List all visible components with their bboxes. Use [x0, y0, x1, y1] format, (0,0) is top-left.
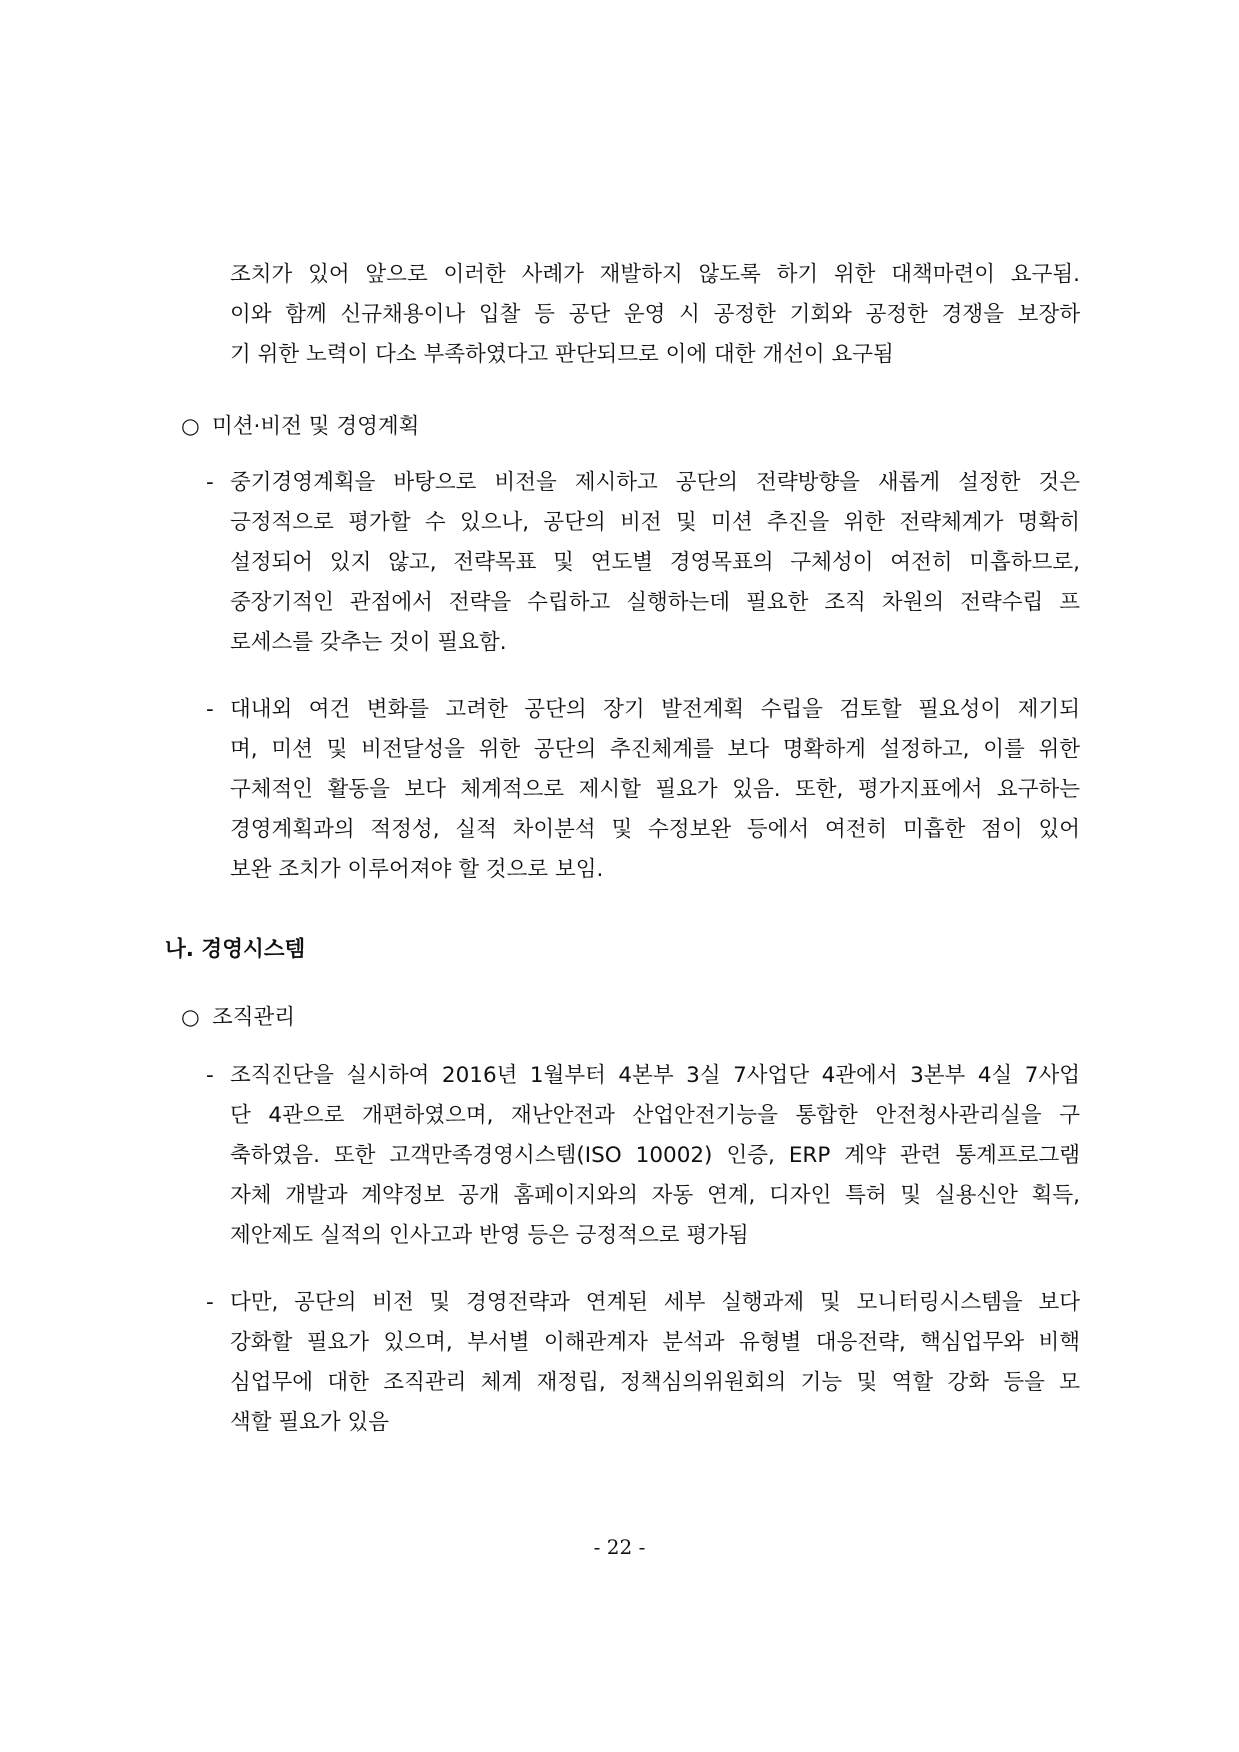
org-bullet-icon: ○: [181, 1005, 200, 1030]
section-heading-management-system: 나. 경영시스템: [165, 937, 306, 962]
intro-line-1: 조치가 있어 앞으로 이러한 사례가 재발하지 않도록 하기 위한 대책마련이 요구됨.: [230, 262, 1080, 287]
mission-item-1-line-4: 중장기적인 관점에서 전략을 수립하고 실행하는데 필요한 조직 차원의 전략수립 프: [230, 590, 1080, 615]
mission-item-1-dash: -: [206, 470, 214, 495]
org-item-2-dash: -: [206, 1290, 214, 1315]
org-item-2-line-3: 심업무에 대한 조직관리 체계 재정립, 정책심의위원회의 기능 및 역할 강화 등을 모: [230, 1370, 1080, 1395]
mission-section-title: 미션·비전 및 경영계획: [212, 414, 420, 439]
mission-item-1-line-1: 중기경영계획을 바탕으로 비전을 제시하고 공단의 전략방향을 새롭게 설정한 것은: [230, 470, 1080, 495]
mission-item-1-line-2: 긍정적으로 평가할 수 있으나, 공단의 비전 및 미션 추진을 위한 전략체계가 명확히: [230, 510, 1080, 535]
page-number: - 22 -: [593, 1535, 646, 1559]
mission-bullet-icon: ○: [181, 414, 200, 439]
intro-line-2: 이와 함께 신규채용이나 입찰 등 공단 운영 시 공정한 기회와 공정한 경쟁을 보장하: [230, 302, 1080, 327]
org-item-1-line-5: 제안제도 실적의 인사고과 반영 등은 긍정적으로 평가됨: [230, 1223, 749, 1248]
org-item-2-line-4: 색할 필요가 있음: [230, 1410, 390, 1435]
mission-item-2-line-5: 보완 조치가 이루어져야 할 것으로 보임.: [230, 857, 604, 882]
org-item-1-line-1: 조직진단을 실시하여 2016년 1월부터 4본부 3실 7사업단 4관에서 3본부 4실 7사업: [230, 1063, 1080, 1088]
intro-line-3: 기 위한 노력이 다소 부족하였다고 판단되므로 이에 대한 개선이 요구됨: [230, 342, 894, 367]
org-item-2-line-2: 강화할 필요가 있으며, 부서별 이해관계자 분석과 유형별 대응전략, 핵심업무와 비핵: [230, 1330, 1080, 1355]
mission-item-1-line-3: 설정되어 있지 않고, 전략목표 및 연도별 경영목표의 구체성이 여전히 미흡하므로,: [230, 550, 1080, 575]
org-item-1-line-2: 단 4관으로 개편하였으며, 재난안전과 산업안전기능을 통합한 안전청사관리실을 구: [230, 1103, 1080, 1128]
mission-item-2-line-2: 며, 미션 및 비전달성을 위한 공단의 추진체계를 보다 명확하게 설정하고, 이를 위한: [230, 737, 1080, 762]
org-item-1-line-3: 축하였음. 또한 고객만족경영시스템(ISO 10002) 인증, ERP 계약 관련 통계프로그램: [230, 1143, 1080, 1168]
mission-item-1-line-5: 로세스를 갖추는 것이 필요함.: [230, 630, 507, 655]
org-item-2-line-1: 다만, 공단의 비전 및 경영전략과 연계된 세부 실행과제 및 모니터링시스템을 보다: [230, 1290, 1080, 1315]
org-section-title: 조직관리: [212, 1005, 296, 1030]
org-item-1-line-4: 자체 개발과 계약정보 공개 홈페이지와의 자동 연계, 디자인 특허 및 실용신안 획득,: [230, 1183, 1080, 1208]
mission-item-2-line-1: 대내외 여건 변화를 고려한 공단의 장기 발전계획 수립을 검토할 필요성이 제기되: [230, 697, 1080, 722]
mission-item-2-line-4: 경영계획과의 적정성, 실적 차이분석 및 수정보완 등에서 여전히 미흡한 점이 있어: [230, 817, 1080, 842]
mission-item-2-line-3: 구체적인 활동을 보다 체계적으로 제시할 필요가 있음. 또한, 평가지표에서 요구하는: [230, 777, 1080, 802]
mission-item-2-dash: -: [206, 697, 214, 722]
org-item-1-dash: -: [206, 1063, 214, 1088]
